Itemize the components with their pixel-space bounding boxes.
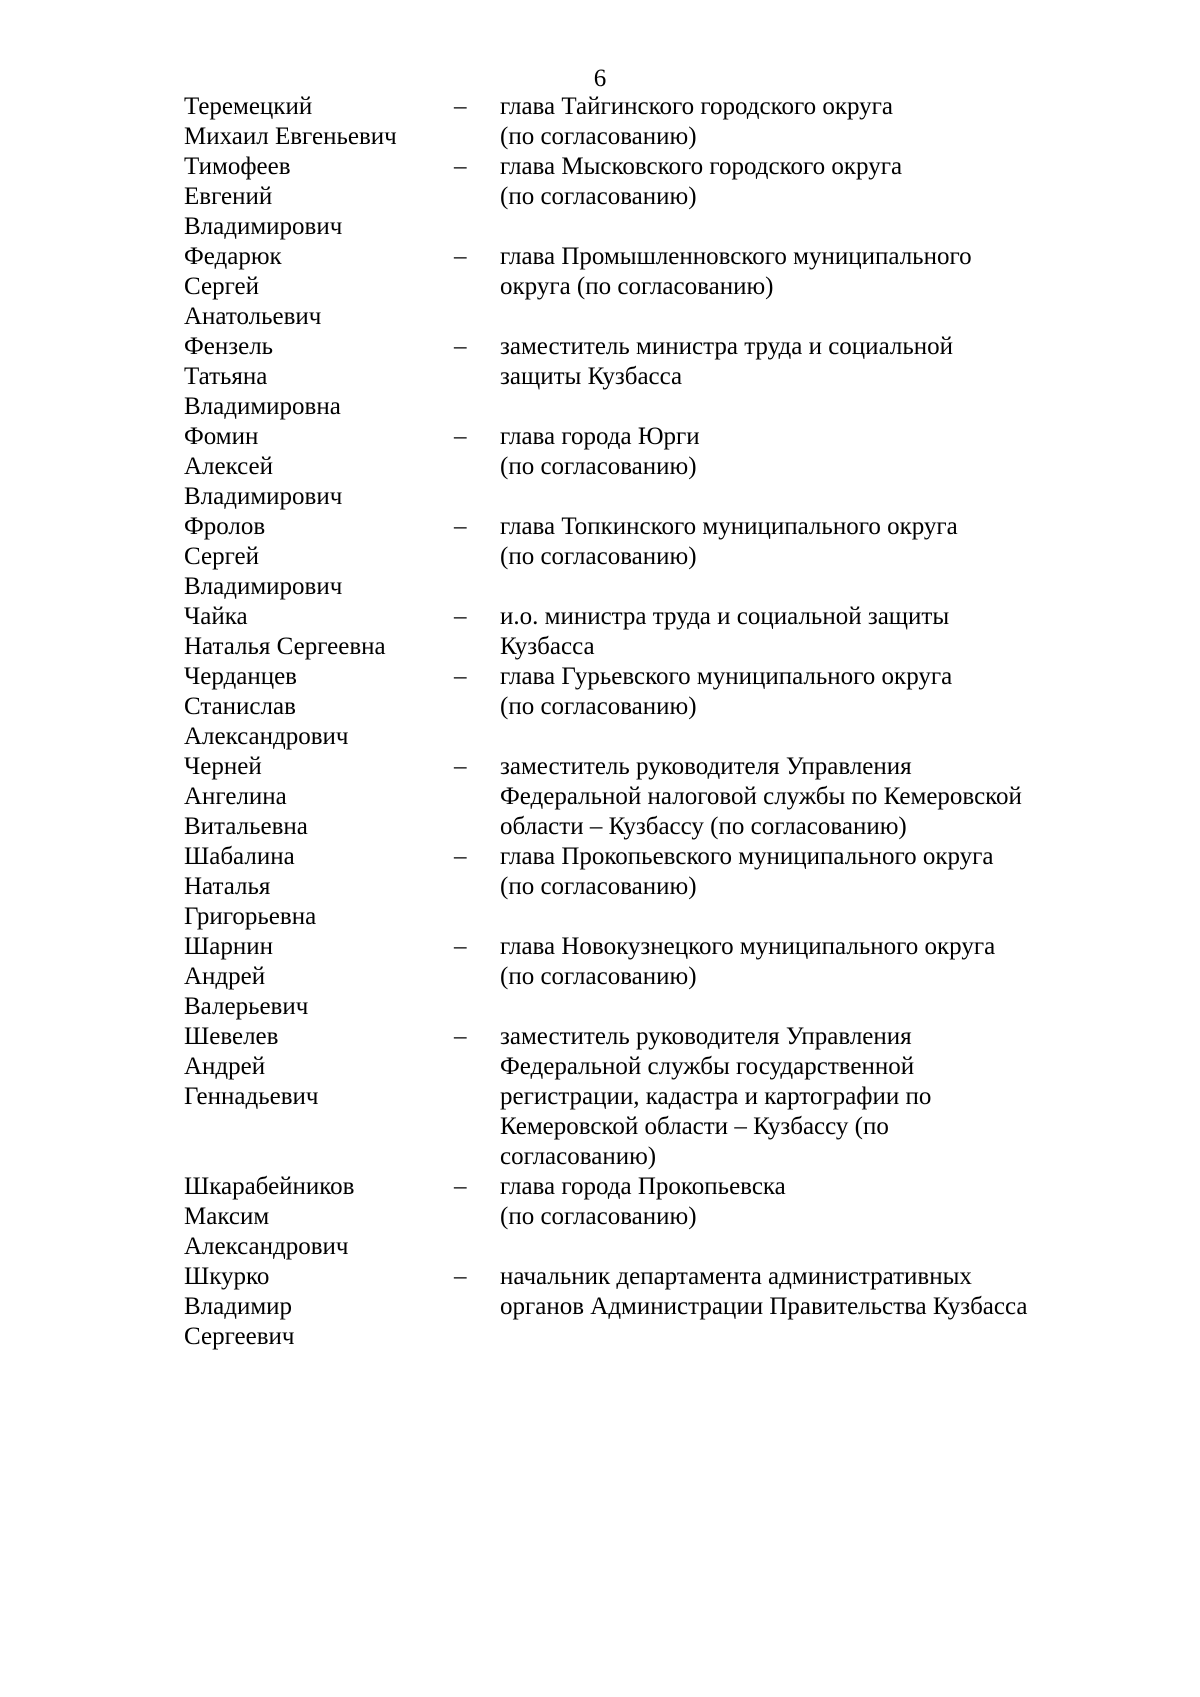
member-role-line: согласованию) (500, 1143, 657, 1170)
member-name (184, 932, 454, 1022)
separator-dash: – (454, 1263, 467, 1290)
member-role-line: начальник департамента административных (500, 1263, 972, 1290)
member-role (500, 422, 1124, 482)
member-role (500, 152, 1124, 212)
separator-dash: – (454, 423, 467, 450)
member-role-line: заместитель руководителя Управления (500, 1023, 912, 1050)
member-name (184, 1172, 454, 1262)
member-role-line: округа (по согласованию) (500, 273, 774, 300)
member-name-line: Максим (184, 1203, 270, 1230)
members-list (184, 92, 1124, 1352)
member-name-line: Валерьевич (184, 993, 309, 1020)
member-name-line: Евгений (184, 183, 273, 210)
member-role-line: Федеральной службы государственной (500, 1053, 915, 1080)
list-item (184, 662, 1124, 752)
separator-dash: – (454, 93, 467, 120)
member-role-line: (по согласованию) (500, 543, 697, 570)
member-name (184, 92, 454, 152)
member-name-line: Чайка (184, 603, 248, 630)
member-role-line: (по согласованию) (500, 873, 697, 900)
list-item (184, 1262, 1124, 1352)
member-name (184, 662, 454, 752)
member-role-line: глава Гурьевского муниципального округа (500, 663, 953, 690)
member-role (500, 92, 1124, 152)
list-item (184, 422, 1124, 512)
member-name-line: Андрей (184, 963, 266, 990)
member-role-line: (по согласованию) (500, 453, 697, 480)
member-role (500, 602, 1124, 662)
member-name-line: Шкарабейников (184, 1173, 355, 1200)
separator-dash: – (454, 663, 467, 690)
list-item (184, 932, 1124, 1022)
member-role-line: защиты Кузбасса (500, 363, 683, 390)
member-name-line: Андрей (184, 1053, 266, 1080)
separator-dash: – (454, 153, 467, 180)
member-name-line: Владимирович (184, 483, 343, 510)
member-role (500, 332, 1124, 392)
separator-dash: – (454, 513, 467, 540)
member-name (184, 152, 454, 242)
member-name-line: Сергей (184, 543, 259, 570)
member-name-line: Федарюк (184, 243, 282, 270)
member-name-line: Александрович (184, 723, 349, 750)
member-role-line: (по согласованию) (500, 693, 697, 720)
member-name (184, 842, 454, 932)
member-role-line: глава Тайгинского городского округа (500, 93, 894, 120)
separator-dash: – (454, 243, 467, 270)
member-role-line: регистрации, кадастра и картографии по (500, 1083, 932, 1110)
member-name-line: Сергеевич (184, 1323, 295, 1350)
member-name (184, 512, 454, 602)
member-name-line: Тимофеев (184, 153, 291, 180)
member-name-line: Шкурко (184, 1263, 270, 1290)
separator-dash: – (454, 1023, 467, 1050)
member-role-line: глава Топкинского муниципального округа (500, 513, 958, 540)
member-name-line: Шабалина (184, 843, 295, 870)
member-name-line: Фомин (184, 423, 259, 450)
member-name-line: Черданцев (184, 663, 297, 690)
separator-dash: – (454, 933, 467, 960)
member-name (184, 602, 454, 662)
member-role-line: (по согласованию) (500, 963, 697, 990)
member-name-line: Витальевна (184, 813, 308, 840)
member-name (184, 332, 454, 422)
member-role-line: (по согласованию) (500, 1203, 697, 1230)
member-role (500, 1262, 1124, 1322)
member-role-line: глава Мысковского городского округа (500, 153, 903, 180)
member-name-line: Григорьевна (184, 903, 317, 930)
member-name-line: Черней (184, 753, 262, 780)
separator-dash: – (454, 753, 467, 780)
member-name-line: Шарнин (184, 933, 273, 960)
separator-dash: – (454, 1173, 467, 1200)
member-name-line: Станислав (184, 693, 296, 720)
member-role-line: Кузбасса (500, 633, 595, 660)
member-name-line: Геннадьевич (184, 1083, 319, 1110)
member-role-line: глава города Прокопьевска (500, 1173, 786, 1200)
list-item (184, 752, 1124, 842)
member-name-line: Михаил Евгеньевич (184, 123, 397, 150)
member-role (500, 1172, 1124, 1232)
member-role-line: (по согласованию) (500, 183, 697, 210)
member-name-line: Наталья (184, 873, 271, 900)
list-item (184, 842, 1124, 932)
member-name-line: Шевелев (184, 1023, 279, 1050)
member-name-line: Наталья Сергеевна (184, 633, 386, 660)
member-name-line: Владимирович (184, 213, 343, 240)
member-role (500, 242, 1124, 302)
member-name-line: Теремецкий (184, 93, 313, 120)
member-role-line: глава Прокопьевского муниципального округа (500, 843, 994, 870)
member-name (184, 422, 454, 512)
member-role-line: и.о. министра труда и социальной защиты (500, 603, 950, 630)
list-item (184, 92, 1124, 152)
member-role-line: области – Кузбассу (по согласованию) (500, 813, 907, 840)
member-role-line: заместитель министра труда и социальной (500, 333, 954, 360)
member-name (184, 752, 454, 842)
member-name (184, 1262, 454, 1352)
member-role-line: Кемеровской области – Кузбассу (по (500, 1113, 889, 1140)
member-name-line: Татьяна (184, 363, 268, 390)
member-role-line: глава Промышленновского муниципального (500, 243, 972, 270)
list-item (184, 512, 1124, 602)
separator-dash: – (454, 603, 467, 630)
member-name-line: Сергей (184, 273, 259, 300)
member-name-line: Фролов (184, 513, 266, 540)
member-role (500, 932, 1124, 992)
member-role (500, 1022, 1124, 1172)
member-name-line: Владимировна (184, 393, 341, 420)
member-name-line: Анатольевич (184, 303, 322, 330)
member-role (500, 512, 1124, 572)
member-role-line: Федеральной налоговой службы по Кемеровской (500, 783, 1022, 810)
member-name-line: Владимирович (184, 573, 343, 600)
member-role (500, 752, 1124, 842)
list-item (184, 242, 1124, 332)
member-name-line: Ангелина (184, 783, 287, 810)
separator-dash: – (454, 843, 467, 870)
member-name-line: Фензель (184, 333, 274, 360)
member-role-line: (по согласованию) (500, 123, 697, 150)
list-item (184, 1172, 1124, 1262)
member-role-line: органов Администрации Правительства Кузбасса (500, 1293, 1028, 1320)
list-item (184, 1022, 1124, 1172)
member-name-line: Владимир (184, 1293, 293, 1320)
member-role-line: глава Новокузнецкого муниципального округа (500, 933, 996, 960)
list-item (184, 152, 1124, 242)
list-item (184, 602, 1124, 662)
list-item (184, 332, 1124, 422)
member-role (500, 662, 1124, 722)
member-name-line: Алексей (184, 453, 274, 480)
member-name (184, 242, 454, 332)
member-role (500, 842, 1124, 902)
member-role-line: заместитель руководителя Управления (500, 753, 912, 780)
page-number: 6 (593, 65, 607, 92)
member-role-line: глава города Юрги (500, 423, 700, 450)
separator-dash: – (454, 333, 467, 360)
member-name (184, 1022, 454, 1112)
member-name-line: Александрович (184, 1233, 349, 1260)
